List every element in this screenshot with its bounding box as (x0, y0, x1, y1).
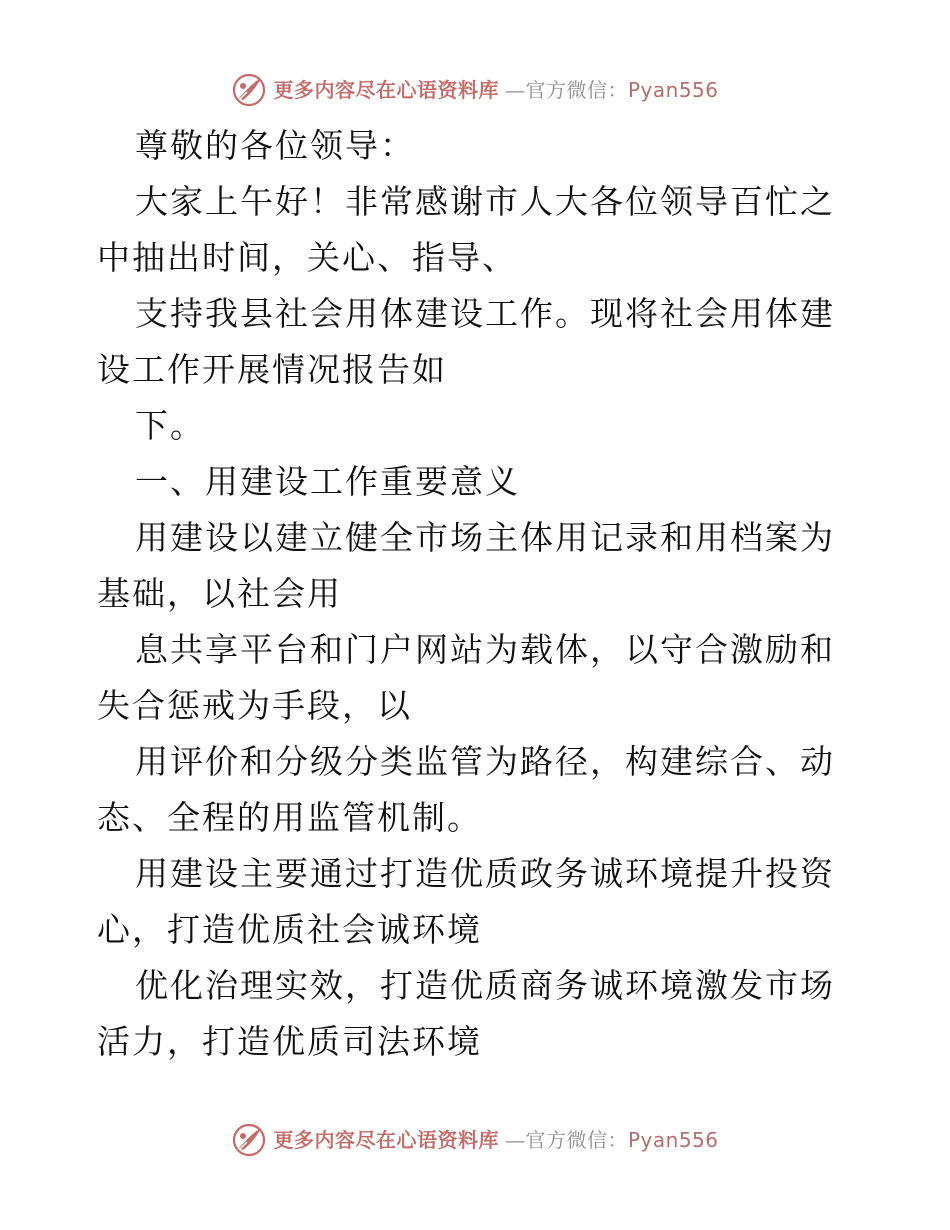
paragraph-salutation: 尊敬的各位领导： (135, 126, 415, 165)
wechat-id: Pyan556 (627, 78, 719, 102)
paragraph-significance-5: 优化治理实效，打造优质商务诚环境激发市场活力，打造优质司法环境 (97, 966, 835, 1061)
paragraph-significance-3: 用评价和分级分类监管为路径，构建综合、动态、全程的用监管机制。 (97, 742, 835, 837)
paragraph-greeting: 大家上午好！非常感谢市人大各位领导百忙之中抽出时间，关心、指导、 (97, 182, 835, 277)
brand-text: 更多内容尽在心语资料库 (273, 1128, 499, 1152)
footer-watermark (0, 1120, 950, 1160)
brand-text: 更多内容尽在心语资料库 (273, 78, 499, 102)
wechat-id: Pyan556 (627, 1128, 719, 1152)
quill-pen-logo-icon (231, 1122, 267, 1158)
wechat-prefix: —官方微信： (504, 78, 628, 102)
quill-pen-logo-icon (231, 72, 267, 108)
section-heading-significance: 一、用建设工作重要意义 (135, 462, 520, 501)
wechat-contact (505, 1130, 719, 1150)
document-body (97, 118, 867, 1070)
paragraph-significance-2: 息共享平台和门户网站为载体，以守合激励和失合惩戒为手段，以 (97, 630, 835, 725)
wechat-prefix: —官方微信： (504, 1128, 628, 1152)
header-watermark (0, 70, 950, 110)
paragraph-significance-4: 用建设主要通过打造优质政务诚环境提升投资心，打造优质社会诚环境 (97, 854, 835, 949)
paragraph-report-intro: 支持我县社会用体建设工作。现将社会用体建设工作开展情况报告如 (97, 294, 835, 389)
paragraph-significance-1: 用建设以建立健全市场主体用记录和用档案为基础，以社会用 (97, 518, 835, 613)
wechat-contact (505, 80, 719, 100)
paragraph-report-intro-end: 下。 (135, 406, 205, 445)
